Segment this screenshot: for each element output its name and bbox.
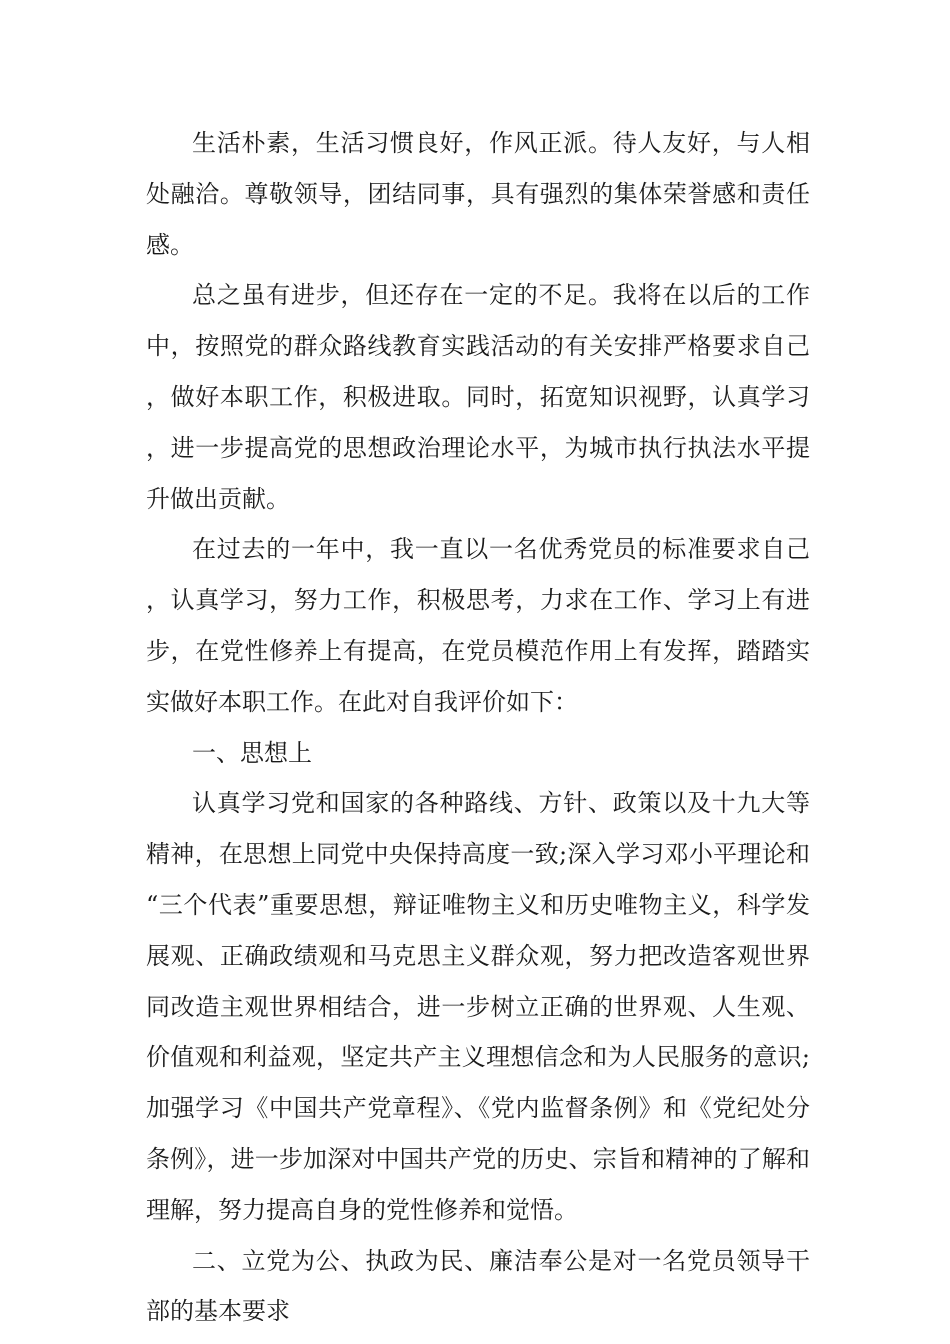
section-heading-integrity: 二、立党为公、执政为民、廉洁奉公是对一名党员领导干部的基本要求 (146, 1246, 810, 1326)
section-heading-ideology: 一、思想上 (192, 738, 312, 767)
paragraph-ideology: 认真学习党和国家的各种路线、方针、政策以及十九大等精神，在思想上同党中央保持高度一致;深入学习邓小平理论和“三个代表”重要思想，辩证唯物主义和历史唯物主义，科学发展观、正确政绩观和马克思主义群众观，努力把改造客观世界同改造主观世界相结合，进一步树立正确的世界观、人生观、价值观和利益观，坚定共产主义理想信念和为人民服务的意识;加强学习《中国共产党章程》、《党内监督条例》和《党纪处分条例》，进一步加深对中国共产党的历史、宗旨和精神的了解和理解，努力提高自身的党性修养和觉悟。 (146, 789, 810, 1224)
paragraph-lifestyle: 生活朴素，生活习惯良好，作风正派。待人友好，与人相处融洽。尊敬领导，团结同事，具有强烈的集体荣誉感和责任感。 (146, 129, 810, 259)
paragraph-summary: 总之虽有进步，但还存在一定的不足。我将在以后的工作中，按照党的群众路线教育实践活动的有关安排严格要求自己，做好本职工作，积极进取。同时，拓宽知识视野，认真学习，进一步提高党的思想政治理论水平，为城市执行执法水平提升做出贡献。 (146, 281, 810, 513)
paragraph-self-evaluation-intro: 在过去的一年中，我一直以一名优秀党员的标准要求自己，认真学习，努力工作，积极思考，力求在工作、学习上有进步，在党性修养上有提高，在党员模范作用上有发挥，踏踏实实做好本职工作。在此对自我评价如下： (146, 535, 810, 716)
document-body (146, 118, 810, 1337)
